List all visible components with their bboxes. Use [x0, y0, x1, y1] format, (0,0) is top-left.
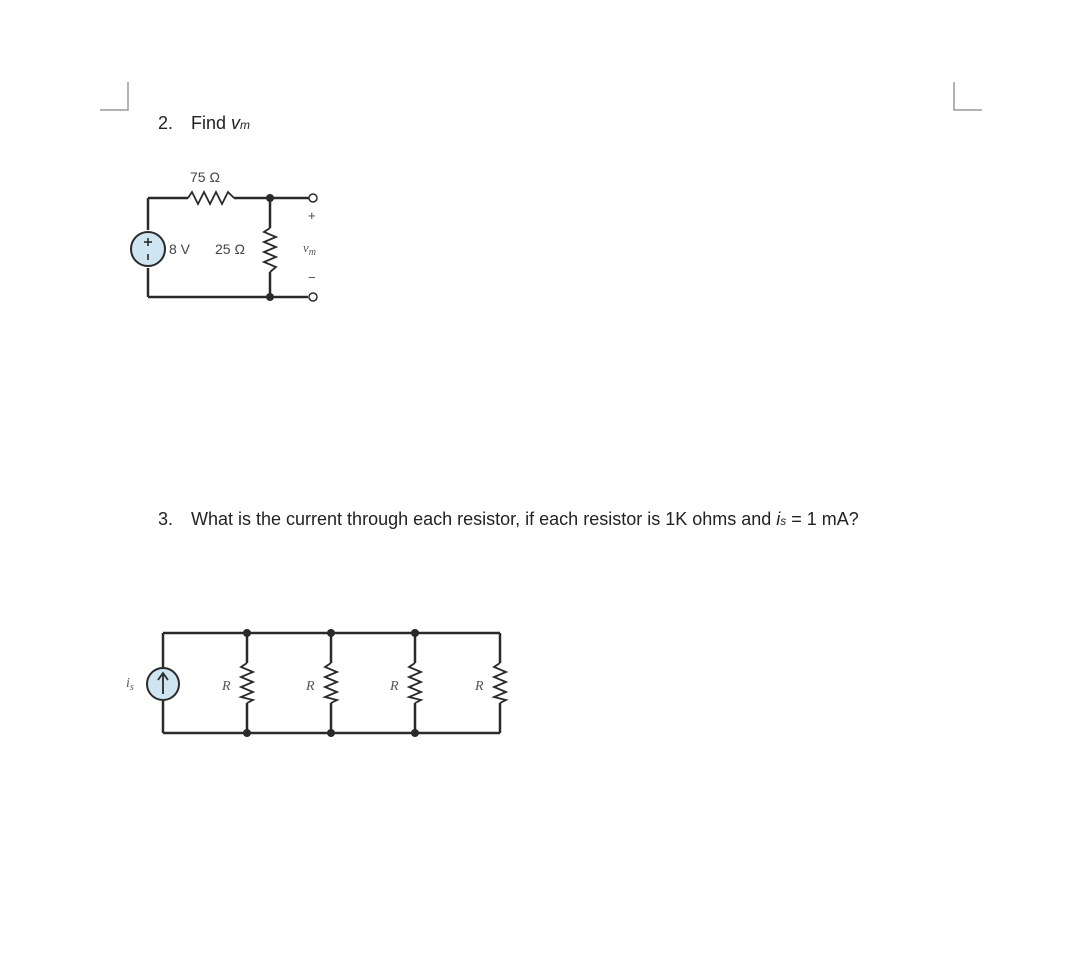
plus-terminal-label: +: [308, 208, 316, 223]
node-top-2: [327, 629, 335, 637]
question-3-suffix: = 1 mA?: [786, 509, 859, 529]
output-terminal-minus: [309, 293, 317, 301]
resistor-1-label: R: [222, 679, 231, 694]
node-bottom-3: [411, 729, 419, 737]
circuit-diagram-q2: [120, 160, 360, 335]
resistor-2-symbol: [325, 663, 337, 703]
question-3-prefix: What is the current through each resistor, if each resistor is 1K ohms and: [191, 509, 777, 529]
q3-wires: [163, 633, 500, 733]
minus-terminal-label: −: [308, 270, 316, 285]
node-top-junction: [266, 194, 274, 202]
question-2-prefix: Find: [191, 113, 232, 133]
question-3-text: [191, 509, 859, 530]
resistor-2-label: R: [306, 679, 315, 694]
voltage-source-symbol: [131, 232, 165, 266]
question-3-number: 3.: [158, 509, 174, 529]
question-2-number: 2.: [158, 113, 174, 133]
question-3-variable-sub: s: [780, 514, 787, 528]
resistor-3-symbol: [409, 663, 421, 703]
node-bottom-2: [327, 729, 335, 737]
current-source-label: $i_s$: [126, 676, 134, 693]
output-terminal-plus: [309, 194, 317, 202]
resistor-3-label: R: [390, 679, 399, 694]
voltage-source-label: 8 V: [169, 241, 191, 257]
question-2-variable: v: [231, 113, 241, 133]
node-bottom-junction: [266, 293, 274, 301]
resistor-25-symbol: [264, 228, 276, 272]
resistor-4-symbol: [494, 663, 506, 703]
question-2-text: [191, 113, 250, 134]
resistor-75-symbol: [188, 192, 234, 204]
resistor-1-symbol: [241, 663, 253, 703]
node-bottom-1: [243, 729, 251, 737]
resistor-25-label: 25 Ω: [215, 241, 245, 257]
resistor-4-label: R: [475, 679, 484, 694]
question-2-variable-sub: m: [240, 118, 251, 132]
top-right-corner-mark: [950, 80, 984, 114]
circuit-diagram-q3: [120, 620, 520, 745]
node-top-3: [411, 629, 419, 637]
question-3-variable: i: [776, 509, 781, 529]
resistor-75-label: 75 Ω: [190, 169, 220, 185]
top-left-corner-mark: [98, 80, 132, 114]
node-top-1: [243, 629, 251, 637]
output-voltage-label: $v_m$: [303, 240, 317, 258]
